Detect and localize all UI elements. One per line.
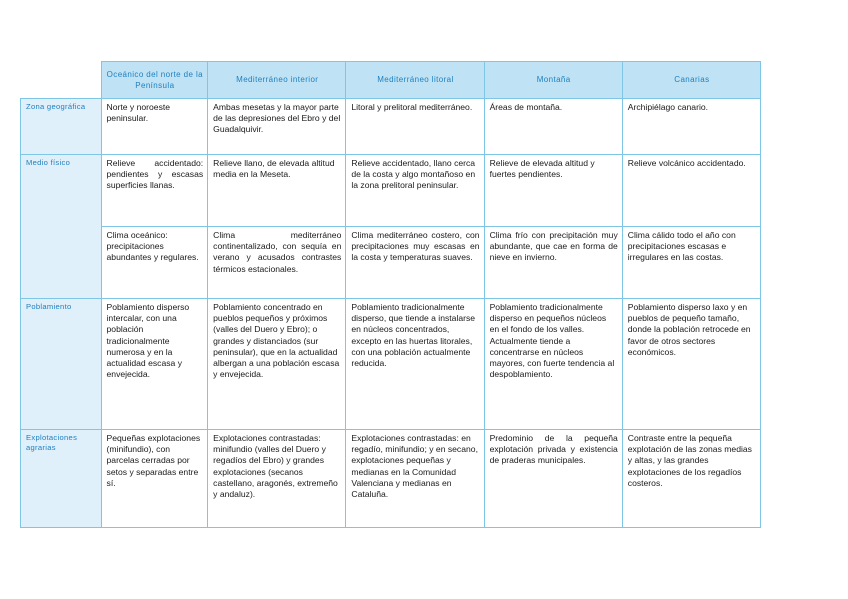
table-row [21, 299, 761, 430]
table-row [21, 99, 761, 155]
table-cell: Poblamiento concentrado en pueblos pequeños y próximos (valles del Duero y Ebro); o grandes y distanciados (sur peninsular), que en la actualidad albergan a una población escasa y envejecida. [208, 299, 346, 430]
row-label-explotaciones: Explotaciones agrarias [21, 430, 102, 528]
table-cell: Relieve accidentado: pendientes y escasas superficies llanas. [101, 155, 208, 227]
table-cell: Relieve accidentado, llano cerca de la costa y algo montañoso en la zona prelitoral peninsular. [346, 155, 484, 227]
header-oceanico: Oceánico del norte de la Península [101, 62, 208, 99]
table-cell: Relieve volcánico accidentado. [622, 155, 760, 227]
row-label-poblamiento: Poblamiento [21, 299, 102, 430]
table-cell: Predominio de la pequeña explotación privada y existencia de praderas municipales. [484, 430, 622, 528]
table-cell: Clima mediterráneo costero, con precipitaciones muy escasas en la costa y temperaturas suaves. [346, 227, 484, 299]
header-mediterraneo-interior: Mediterráneo interior [208, 62, 346, 99]
table-cell: Relieve de elevada altitud y fuertes pendientes. [484, 155, 622, 227]
row-label-medio: Medio físico [21, 155, 102, 299]
table-cell: Clima oceánico: precipitaciones abundantes y regulares. [101, 227, 208, 299]
table-cell: Contraste entre la pequeña explotación de las zonas medias y altas, y las grandes explotaciones de los regadíos costeros. [622, 430, 760, 528]
table-cell: Ambas mesetas y la mayor parte de las depresiones del Ebro y del Guadalquivir. [208, 99, 346, 155]
table-cell: Áreas de montaña. [484, 99, 622, 155]
comparison-table [20, 61, 761, 528]
table-row [21, 155, 761, 227]
header-canarias: Canarias [622, 62, 760, 99]
table-cell: Clima mediterráneo continentalizado, con sequía en verano y acusados contrastes térmicos estacionales. [208, 227, 346, 299]
table-row [21, 227, 761, 299]
header-mediterraneo-litoral: Mediterráneo litoral [346, 62, 484, 99]
table-row [21, 430, 761, 528]
table-cell: Poblamiento disperso laxo y en pueblos de pequeño tamaño, donde la población retrocede en favor de otros sectores económicos. [622, 299, 760, 430]
table-cell: Poblamiento tradicionalmente disperso en pequeños núcleos en el fondo de los valles. Actualmente tiende a concentrarse en núcleos mayores, con fuerte tendencia al despoblamiento. [484, 299, 622, 430]
table-cell: Litoral y prelitoral mediterráneo. [346, 99, 484, 155]
table-cell: Clima cálido todo el año con precipitaciones escasas e irregulares en las costas. [622, 227, 760, 299]
row-label-zona: Zona geográfica [21, 99, 102, 155]
table-cell: Explotaciones contrastadas: en regadío, minifundio; y en secano, explotaciones pequeñas y medianas en la Comunidad Valenciana y medianas en Cataluña. [346, 430, 484, 528]
table-cell: Poblamiento disperso intercalar, con una población tradicionalmente numerosa y en la actualidad escasa y envejecida. [101, 299, 208, 430]
table-cell: Explotaciones contrastadas: minifundio (valles del Duero y regadíos del Ebro) y grandes explotaciones (secanos castellano, aragonés, extremeño y andaluz). [208, 430, 346, 528]
header-montana: Montaña [484, 62, 622, 99]
corner-cell [21, 62, 102, 99]
header-row [21, 62, 761, 99]
table-cell: Pequeñas explotaciones (minifundio), con parcelas cerradas por setos y separadas entre sí. [101, 430, 208, 528]
table-cell: Clima frío con precipitación muy abundante, que cae en forma de nieve en invierno. [484, 227, 622, 299]
table-cell: Relieve llano, de elevada altitud media en la Meseta. [208, 155, 346, 227]
table-cell: Archipiélago canario. [622, 99, 760, 155]
table-cell: Poblamiento tradicionalmente disperso, que tiende a instalarse en núcleos concentrados, excepto en las huertas litorales, con una población actualmente reducida. [346, 299, 484, 430]
table-cell: Norte y noroeste peninsular. [101, 99, 208, 155]
